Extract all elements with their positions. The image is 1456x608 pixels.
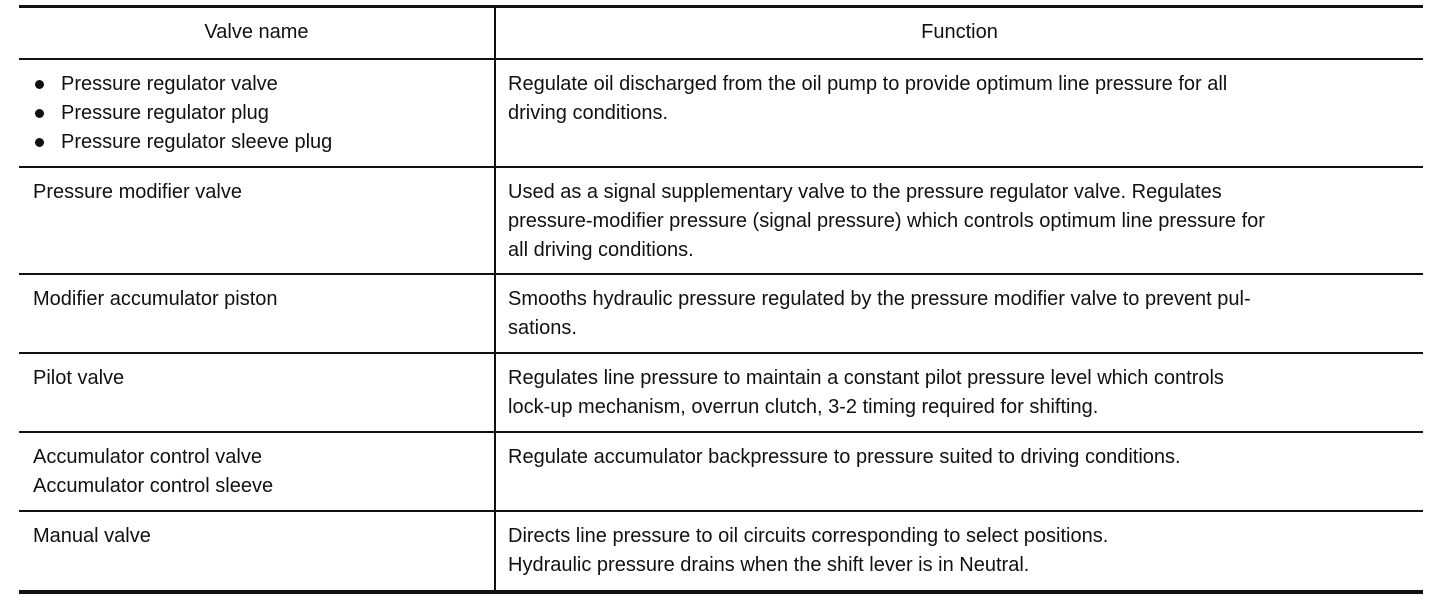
function-cell	[495, 432, 1423, 511]
function-text: Hydraulic pressure drains when the shift lever is in Neutral.	[508, 553, 1030, 576]
list-item	[33, 99, 484, 128]
valve-name: Pilot valve	[33, 366, 125, 389]
function-text: sations.	[508, 316, 577, 339]
valve-name-header: Valve name	[19, 7, 495, 59]
table-row	[19, 167, 1423, 274]
function-text: lock-up mechanism, overrun clutch, 3-2 timing required for shifting.	[508, 395, 1099, 418]
function-text: Smooths hydraulic pressure regulated by the pressure modifier valve to prevent pul-	[508, 287, 1251, 310]
table-row	[19, 59, 1423, 167]
valve-name: Modifier accumulator piston	[33, 287, 278, 310]
valve-name-cell	[19, 353, 495, 432]
valve-function-table	[19, 5, 1423, 594]
valve-name: Pressure modifier valve	[33, 180, 242, 203]
function-text: driving conditions.	[508, 101, 669, 124]
function-cell	[495, 511, 1423, 592]
list-item	[33, 128, 484, 157]
bullet-icon	[35, 80, 44, 89]
valve-name: Pressure regulator valve	[61, 72, 278, 95]
table-row	[19, 432, 1423, 511]
valve-name: Pressure regulator sleeve plug	[61, 130, 333, 153]
bullet-icon	[35, 109, 44, 118]
function-text: pressure-modifier pressure (signal pressure) which controls optimum line pressure for	[508, 209, 1265, 232]
function-text: Regulate oil discharged from the oil pump to provide optimum line pressure for all	[508, 72, 1228, 95]
table-body	[19, 59, 1423, 592]
function-text: Regulates line pressure to maintain a constant pilot pressure level which controls	[508, 366, 1224, 389]
valve-name-cell	[19, 511, 495, 592]
valve-name-cell	[19, 167, 495, 274]
valve-name: Manual valve	[33, 524, 151, 547]
valve-bullet-list	[33, 70, 484, 157]
table-row	[19, 511, 1423, 592]
function-text: Used as a signal supplementary valve to the pressure regulator valve. Regulates	[508, 180, 1222, 203]
function-cell	[495, 274, 1423, 353]
header-row	[19, 7, 1423, 59]
function-cell	[495, 59, 1423, 167]
function-text: Directs line pressure to oil circuits corresponding to select positions.	[508, 524, 1109, 547]
valve-name: Accumulator control valve	[33, 445, 262, 468]
function-cell	[495, 353, 1423, 432]
function-cell	[495, 167, 1423, 274]
valve-name-cell	[19, 432, 495, 511]
valve-name: Accumulator control sleeve	[33, 474, 274, 497]
list-item	[33, 70, 484, 99]
valve-name-cell	[19, 59, 495, 167]
function-text: all driving conditions.	[508, 238, 694, 261]
table-row	[19, 353, 1423, 432]
function-text: Regulate accumulator backpressure to pressure suited to driving conditions.	[508, 445, 1181, 468]
bullet-icon	[35, 138, 44, 147]
table-row	[19, 274, 1423, 353]
valve-name-cell	[19, 274, 495, 353]
function-header: Function	[495, 7, 1423, 59]
table-header	[19, 7, 1423, 59]
valve-name: Pressure regulator plug	[61, 101, 269, 124]
